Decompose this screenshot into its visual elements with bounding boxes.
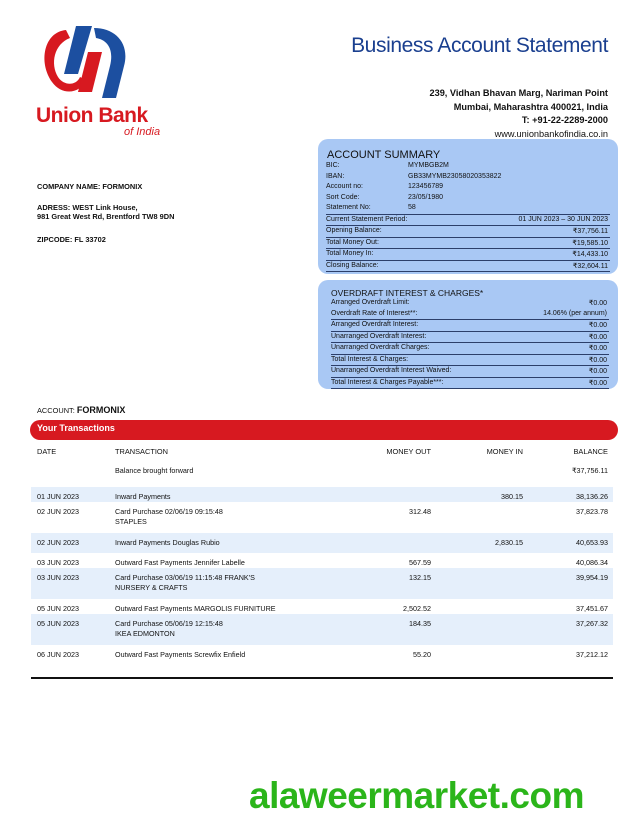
- company-address-line-1: ADRESS: WEST Link House,: [37, 203, 138, 212]
- statement-title: Business Account Statement: [351, 34, 608, 57]
- cell-date: 03 JUN 2023: [37, 573, 79, 582]
- balance-row: Opening Balance: ₹37,756.11: [326, 226, 610, 238]
- union-bank-logo-icon: [36, 22, 136, 102]
- address-line-1: 239, Vidhan Bhavan Marg, Nariman Point: [429, 88, 608, 98]
- summary-row: Sort Code: 23/05/1980: [326, 193, 444, 201]
- table-bottom-rule: [31, 677, 613, 679]
- cell-date: 01 JUN 2023: [37, 492, 79, 501]
- overdraft-row: Total Interest & Charges: ₹0.00: [331, 355, 609, 367]
- account-line: [37, 405, 125, 415]
- summary-row: IBAN: GB33MYMB23058020353822: [326, 172, 502, 180]
- cell-date: 05 JUN 2023: [37, 604, 79, 613]
- cell-date: 03 JUN 2023: [37, 558, 79, 567]
- cell-transaction: Inward Payments: [115, 492, 171, 501]
- cell-transaction: Balance brought forward: [115, 466, 194, 475]
- account-value: FORMONIX: [76, 405, 126, 415]
- table-row: [31, 553, 613, 568]
- table-row: [31, 533, 613, 553]
- table-row: [31, 568, 613, 599]
- transactions-header-bar: [30, 420, 618, 440]
- cell-money-out: 132.15: [409, 573, 431, 582]
- cell-date: 02 JUN 2023: [37, 538, 79, 547]
- summary-row: BIC: MYMBGB2M: [326, 162, 449, 169]
- cell-money-in: 380.15: [501, 492, 523, 501]
- bank-phone: T: +91-22-2289-2000: [521, 115, 608, 125]
- cell-transaction: Card Purchase 03/06/19 11:15:48 FRANK'S NURSERY & CRAFTS: [115, 573, 255, 592]
- summary-row: Account no: 123456789: [326, 183, 444, 190]
- cell-date: 02 JUN 2023: [37, 507, 79, 516]
- cell-balance: 40,653.93: [576, 538, 608, 547]
- balance-row: Total Money In: ₹14,433.10: [326, 249, 610, 261]
- col-money-in-header: MONEY IN: [486, 447, 523, 456]
- bank-logo: [36, 22, 171, 140]
- col-balance-header: BALANCE: [573, 447, 608, 456]
- bank-address: [429, 87, 608, 141]
- table-row: [31, 614, 613, 645]
- cell-transaction: Card Purchase 02/06/19 09:15:48 STAPLES: [115, 507, 223, 526]
- overdraft-row: Unarranged Overdraft Interest Waived: ₹0.00: [331, 366, 609, 378]
- account-summary-panel: [318, 139, 618, 274]
- account-summary-heading: ACCOUNT SUMMARY: [327, 149, 441, 161]
- cell-balance: 37,212.12: [576, 650, 608, 659]
- table-row: [31, 487, 613, 502]
- company-name: COMPANY NAME: FORMONIX: [37, 182, 143, 191]
- overdraft-row: Arranged Overdraft Interest: ₹0.00: [331, 320, 609, 332]
- cell-balance: 38,136.26: [576, 492, 608, 501]
- col-transaction-header: TRANSACTION: [115, 447, 168, 456]
- cell-transaction: Outward Fast Payments MARGOLIS FURNITURE: [115, 604, 276, 613]
- overdraft-row: Unarranged Overdraft Charges: ₹0.00: [331, 343, 609, 355]
- table-row: [31, 599, 613, 614]
- overdraft-row: Unarranged Overdraft Interest: ₹0.00: [331, 332, 609, 344]
- col-money-out-header: MONEY OUT: [386, 447, 431, 456]
- overdraft-row: Arranged Overdraft Limit: ₹0.00: [331, 299, 607, 307]
- transactions-table: [31, 443, 613, 666]
- table-row: [31, 645, 613, 666]
- cell-money-out: 184.35: [409, 619, 431, 628]
- statement-period-row: Current Statement Period: 01 JUN 2023 – 30 JUN 2023: [326, 215, 610, 227]
- summary-row: Statement No: 58: [326, 203, 610, 215]
- cell-money-out: 312.48: [409, 507, 431, 516]
- cell-money-in: 2,830.15: [495, 538, 523, 547]
- cell-transaction: Card Purchase 05/06/19 12:15:48 IKEA EDMONTON: [115, 619, 223, 638]
- overdraft-panel: [318, 280, 618, 389]
- table-header-row: [31, 443, 613, 461]
- cell-date: 05 JUN 2023: [37, 619, 79, 628]
- cell-balance: 40,086.34: [576, 558, 608, 567]
- balance-row: Total Money Out: ₹19,585.10: [326, 238, 610, 250]
- overdraft-row: Overdraft Rate of Interest**: 14.06% (per annum): [331, 309, 609, 321]
- bank-website: www.unionbankofindia.co.in: [494, 128, 608, 139]
- bank-name: Union Bank: [36, 104, 148, 127]
- overdraft-heading: OVERDRAFT INTEREST & CHARGES*: [331, 288, 484, 298]
- cell-money-out: 55.20: [413, 650, 431, 659]
- cell-balance: 37,823.78: [576, 507, 608, 516]
- cell-transaction: Outward Fast Payments Screwfix Enfield: [115, 650, 246, 659]
- cell-balance: ₹37,756.11: [571, 466, 608, 475]
- bank-subtitle: of India: [124, 126, 161, 138]
- transactions-heading: Your Transactions: [37, 423, 115, 433]
- watermark-text: alaweermarket.com: [249, 775, 584, 816]
- cell-date: 06 JUN 2023: [37, 650, 79, 659]
- cell-money-out: 567.59: [409, 558, 431, 567]
- cell-transaction: Outward Fast Payments Jennifer Labelle: [115, 558, 245, 567]
- table-row: [31, 502, 613, 533]
- address-line-2: Mumbai, Maharashtra 400021, India: [453, 101, 608, 112]
- company-zipcode: ZIPCODE: FL 33702: [37, 235, 106, 244]
- cell-balance: 39,954.19: [576, 573, 608, 582]
- account-label: ACCOUNT:: [37, 406, 75, 415]
- balance-row: Closing Balance: ₹32,604.11: [326, 261, 610, 273]
- cell-transaction: Inward Payments Douglas Rubio: [115, 538, 220, 547]
- company-address-line-2: 981 Great West Rd, Brentford TW8 9DN: [37, 212, 175, 221]
- cell-balance: 37,267.32: [576, 619, 608, 628]
- cell-money-out: 2,502.52: [403, 604, 431, 613]
- table-row: [31, 461, 613, 481]
- overdraft-row: Total Interest & Charges Payable***: ₹0.00: [331, 378, 609, 390]
- cell-balance: 37,451.67: [576, 604, 608, 613]
- col-date-header: DATE: [37, 447, 57, 456]
